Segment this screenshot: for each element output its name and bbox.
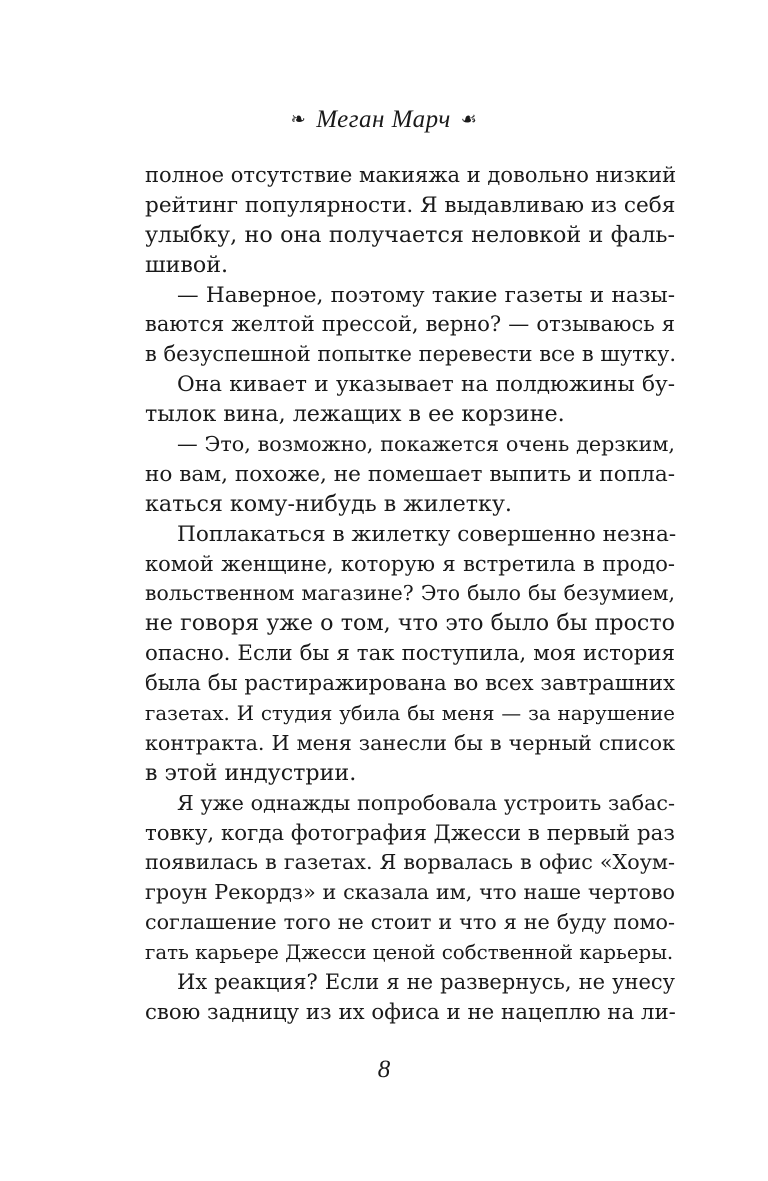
text-line: вольственном магазине? Это было бы безумием, xyxy=(145,581,675,606)
text-line: — Это, возможно, покажется очень дерзким, xyxy=(177,432,675,457)
text-line: гроун Рекордз» и сказала им, что наше чертово xyxy=(145,880,675,905)
text-line: но вам, похоже, не помешает выпить и попла- xyxy=(145,461,675,487)
author-name: Меган Марч xyxy=(316,106,451,133)
paragraph xyxy=(145,430,675,520)
paragraph xyxy=(145,281,675,371)
paragraph xyxy=(145,370,675,430)
text-line: улыбку, но она получается неловкой и фаль- xyxy=(145,221,675,248)
text-line: свою задницу из их офиса и не нацеплю на ли- xyxy=(145,999,676,1025)
text-line: рейтинг популярности. Я выдавливаю из себя xyxy=(145,192,676,218)
paragraph xyxy=(145,789,675,968)
text-line: товку, когда фотография Джесси в первый раз xyxy=(145,820,675,846)
text-line: тылок вина, лежащих в ее корзине. xyxy=(145,401,565,428)
text-line: Я уже однажды попробовала устроить забас- xyxy=(177,790,675,815)
text-line: опасно. Если бы я так поступила, моя история xyxy=(145,641,675,667)
text-line: появилась в газетах. Я ворвалась в офис «Хоум- xyxy=(145,850,675,875)
text-line: гать карьере Джесси ценой собственной карьеры. xyxy=(145,941,674,965)
text-line: в этой индустрии. xyxy=(145,759,357,786)
paragraph xyxy=(145,161,675,281)
text-line: Поплакаться в жилетку совершенно незна- xyxy=(177,521,677,547)
paragraph xyxy=(145,520,675,789)
paragraph xyxy=(145,968,675,1028)
page-number: 8 xyxy=(377,1056,391,1083)
text-line: каться кому-нибудь в жилетку. xyxy=(145,490,512,517)
body-text xyxy=(145,161,675,1028)
text-line: комой женщине, которую я встретила в продо- xyxy=(145,551,675,576)
text-line: шивой. xyxy=(145,251,229,278)
text-line: контракта. И меня занесли бы в черный список xyxy=(145,730,675,755)
text-line: Их реакция? Если я не развернусь, не унесу xyxy=(177,970,675,995)
running-header xyxy=(0,100,768,141)
text-line: ваются желтой прессой, верно? — отзываюсь я xyxy=(145,312,675,337)
text-line: газетах. И студия убила бы меня — за нарушение xyxy=(145,702,675,726)
text-line: в безуспешной попытке перевести все в шутку. xyxy=(145,342,677,367)
text-line: полное отсутствие макияжа и довольно низкий xyxy=(145,163,677,187)
text-line: соглашение того не стоит и что я не буду помо- xyxy=(145,910,675,935)
ornament-right-icon: ☙ xyxy=(460,109,478,130)
text-line: была бы растиражирована во всех завтрашних xyxy=(145,671,675,697)
text-line: Она кивает и указывает на полдюжины бу- xyxy=(177,372,675,398)
text-line: — Наверное, поэтому такие газеты и назы- xyxy=(177,282,675,308)
ornament-left-icon: ❧ xyxy=(290,109,307,130)
text-line: не говоря уже о том, что это было бы просто xyxy=(145,610,675,637)
